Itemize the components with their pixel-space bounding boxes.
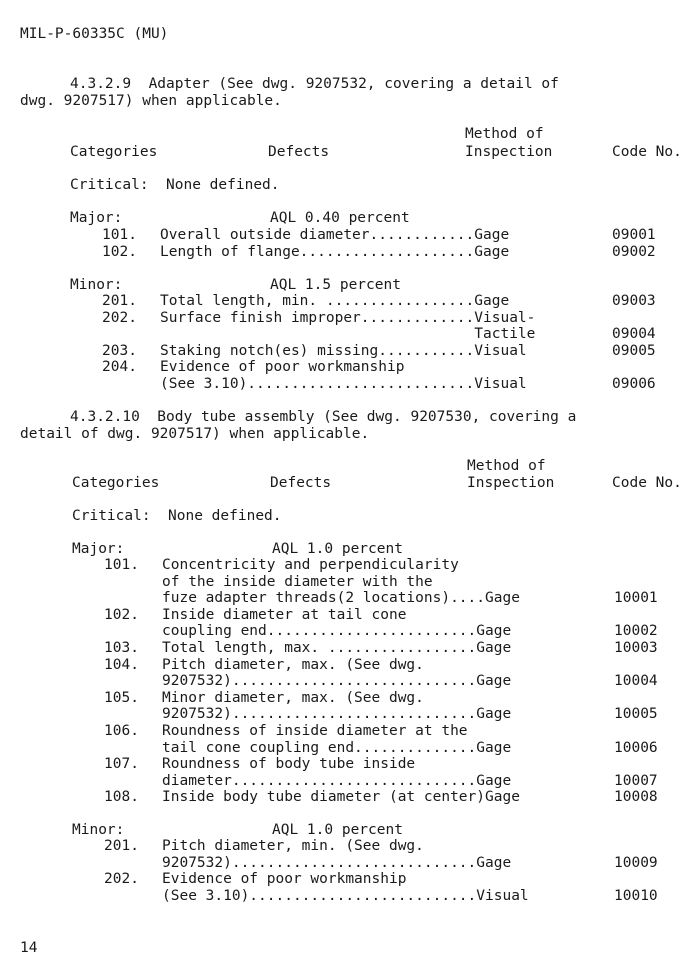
defect-description: Concentricity and perpendicularity [162, 557, 459, 573]
defect-code: 10006 [614, 739, 658, 756]
defect-code: 09004 [612, 326, 656, 343]
column-header-code: Code No. [612, 475, 682, 491]
defect-number: 108. [104, 789, 139, 806]
defect-code: 10005 [614, 706, 658, 723]
defect-code: 10009 [614, 854, 658, 871]
defect-code: 10008 [614, 789, 658, 806]
defect-code: 10004 [614, 673, 658, 690]
defect-number: 102. [102, 243, 137, 260]
defect-number: 101. [104, 557, 139, 573]
defect-code: 09002 [612, 243, 656, 260]
column-header-inspection: Inspection [467, 475, 555, 491]
paragraph-line: 4.3.2.9 Adapter (See dwg. 9207532, covering a detail of [70, 76, 559, 92]
defect-number: 202. [102, 309, 137, 326]
defect-number: 103. [104, 640, 139, 656]
column-header-defects: Defects [270, 475, 332, 491]
major-label: Major: [72, 541, 125, 557]
defect-description: Inside diameter at tail cone [162, 606, 407, 623]
defect-code: 09005 [612, 342, 656, 359]
defect-number: 204. [102, 359, 137, 376]
defect-description: Total length, min. .................Gage [160, 293, 510, 309]
defect-number: 202. [104, 871, 139, 888]
paragraph-line: detail of dwg. 9207517) when applicable. [20, 426, 370, 442]
defect-description: (See 3.10)..........................Visual [162, 887, 529, 904]
column-header-inspection: Inspection [465, 144, 553, 160]
defect-number: 203. [102, 342, 137, 359]
defect-code: 09006 [612, 376, 656, 392]
defect-description: Minor diameter, max. (See dwg. [162, 689, 424, 706]
defect-description: tail cone coupling end..............Gage [162, 739, 512, 756]
page-number: 14 [20, 940, 38, 956]
defect-description: Tactile [160, 326, 536, 343]
column-header-categories: Categories [72, 475, 160, 491]
critical-line: Critical: None defined. [70, 177, 280, 193]
defect-description: of the inside diameter with the [162, 573, 433, 590]
defect-description: Evidence of poor workmanship [162, 871, 407, 888]
defect-code: 10001 [614, 590, 658, 607]
defect-code: 10010 [614, 887, 658, 904]
defect-code: 09001 [612, 227, 656, 243]
defect-code: 09003 [612, 293, 656, 309]
major-aql: AQL 1.0 percent [272, 541, 403, 557]
column-header-defects: Defects [268, 144, 330, 160]
defect-number: 201. [104, 838, 139, 854]
defect-description: Pitch diameter, max. (See dwg. [162, 656, 424, 673]
defect-description: Total length, max. .................Gage [162, 640, 512, 656]
minor-aql: AQL 1.5 percent [270, 277, 401, 293]
column-header-method: Method of [465, 126, 544, 142]
defect-code: 10003 [614, 640, 658, 656]
defect-description: coupling end........................Gage [162, 623, 512, 640]
defect-description: (See 3.10)..........................Visual [160, 376, 527, 392]
defect-number: 101. [102, 227, 137, 243]
defect-description: 9207532)............................Gage [162, 854, 512, 871]
defect-description: Inside body tube diameter (at center)Gage [162, 789, 520, 806]
paragraph-line: dwg. 9207517) when applicable. [20, 93, 282, 109]
column-header-categories: Categories [70, 144, 158, 160]
defect-description: Roundness of inside diameter at the [162, 723, 468, 739]
defect-number: 102. [104, 606, 139, 623]
defect-description: Surface finish improper.............Visual- [160, 309, 536, 326]
defect-description: Staking notch(es) missing...........Visual [160, 342, 527, 359]
defect-description: Pitch diameter, min. (See dwg. [162, 838, 424, 854]
defect-description: Length of flange....................Gage [160, 243, 510, 260]
defect-number: 107. [104, 756, 139, 773]
major-label: Major: [70, 210, 123, 226]
paragraph-line: 4.3.2.10 Body tube assembly (See dwg. 9207530, covering a [70, 409, 577, 425]
column-header-method: Method of [467, 458, 546, 474]
defect-description: 9207532)............................Gage [162, 706, 512, 723]
defect-description: diameter............................Gage [162, 772, 512, 789]
defect-code: 10007 [614, 772, 658, 789]
major-aql: AQL 0.40 percent [270, 210, 410, 226]
column-header-code: Code No. [612, 144, 682, 160]
defect-number: 104. [104, 656, 139, 673]
minor-label: Minor: [72, 822, 125, 838]
defect-description: Overall outside diameter............Gage [160, 227, 510, 243]
minor-label: Minor: [70, 277, 123, 293]
defect-description: Evidence of poor workmanship [160, 359, 405, 376]
critical-line: Critical: None defined. [72, 508, 282, 524]
defect-number: 106. [104, 723, 139, 739]
minor-aql: AQL 1.0 percent [272, 822, 403, 838]
defect-number: 201. [102, 293, 137, 309]
defect-number: 105. [104, 689, 139, 706]
defect-code: 10002 [614, 623, 658, 640]
document-header: MIL-P-60335C (MU) [20, 26, 169, 42]
defect-description: Roundness of body tube inside [162, 756, 416, 773]
defect-description: 9207532)............................Gage [162, 673, 512, 690]
defect-description: fuze adapter threads(2 locations)....Gage [162, 590, 520, 607]
